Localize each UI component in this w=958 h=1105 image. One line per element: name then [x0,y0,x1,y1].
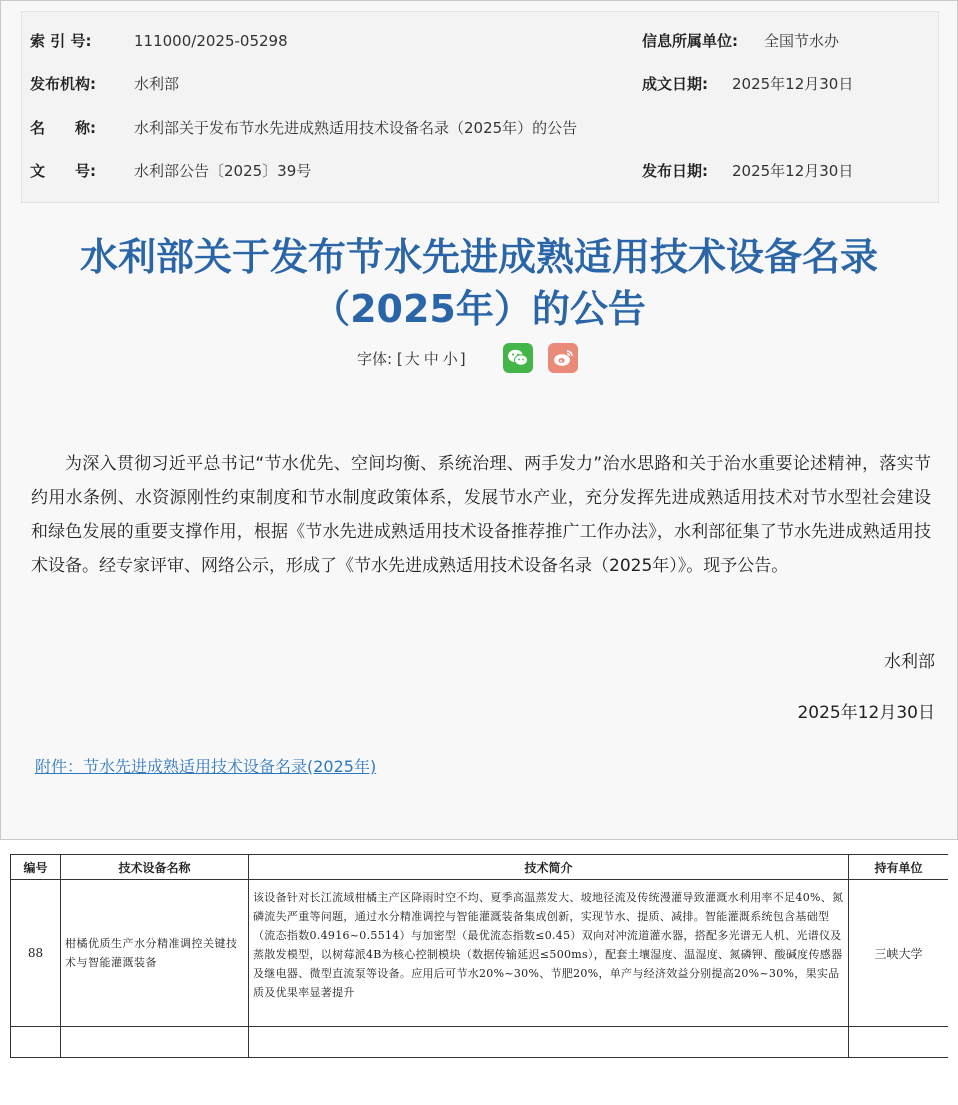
metadata-panel [21,11,939,203]
font-size-control [357,348,466,369]
font-label: 字体: [357,350,393,368]
name-label: 名 称: [30,119,96,137]
signature-date: 2025年12月30日 [797,703,935,723]
meta-row-doc-no [22,157,938,185]
font-size-small-button[interactable]: 小 [442,350,458,368]
bracket-close: ] [459,350,466,368]
header-org: 持有单位 [849,855,949,880]
cell-name: 柑橘优质生产水分精准调控关键技术与智能灌溉装备 [61,880,249,1027]
signature-org: 水利部 [884,652,935,672]
cell-empty [249,1027,849,1058]
title-line-1: 水利部关于发布节水先进成熟适用技术设备名录 [79,235,878,279]
publish-date-label: 发布日期: [642,162,708,180]
weibo-icon [552,348,574,368]
index-label: 索 引 号: [30,32,92,50]
font-size-medium-button[interactable]: 中 [423,350,439,368]
cell-org: 三峡大学 [849,880,949,1027]
index-value: 111000/2025-05298 [134,32,288,50]
catalog-table [10,854,948,1105]
wechat-icon [507,348,529,368]
cell-no: 88 [11,880,61,1027]
table-row-partial [11,1027,949,1058]
publisher-label: 发布机构: [30,75,96,93]
name-value: 水利部关于发布节水先进成熟适用技术设备名录（2025年）的公告 [134,119,578,137]
cell-desc: 该设备针对长江流域柑橘主产区降雨时空不均、夏季高温蒸发大、坡地径流及传统漫灌导致灌溉水利用率不足40%、氮磷流失严重等问题，通过水分精准调控与智能灌溉装备集成创新，实现节水、提质、减排。智能灌溉系统包含基础型（流态指数0.4916~0.5514）与加密型（最优流态指数≤0.45）双向对冲流道灌水器，搭配多光谱无人机、光谱仪及蒸散发模型，以树莓派4B为核心控制模块（数据传输延迟≤500ms），配套土壤湿度、温湿度、氮磷钾、酸碱度传感器及继电器、微型直流泵等设备。应用后可节水20%~30%、节肥20%，单产与经济效益分别提高20%~30%，果实品质及优果率显著提升 [249,880,849,1027]
info-unit-label: 信息所属单位: [642,32,738,50]
bracket-open: [ [396,350,403,368]
info-unit-value: 全国节水办 [764,32,840,50]
font-size-large-button[interactable]: 大 [404,350,420,368]
title-line-2: （2025年）的公告 [312,287,646,331]
cell-empty [849,1027,949,1058]
header-no: 编号 [11,855,61,880]
publish-date-value: 2025年12月30日 [732,162,854,180]
header-desc: 技术简介 [249,855,849,880]
page-title [21,231,937,335]
announcement-body: 为深入贯彻习近平总书记“节水优先、空间均衡、系统治理、两手发力”治水思路和关于治水重要论述精神，落实节约用水条例、水资源刚性约束制度和节水制度政策体系，发展节水产业，充分发挥先进成熟适用技术对节水型社会建设和绿色发展的重要支撑作用，根据《节水先进成熟适用技术设备推荐推广工作办法》，水利部征集了节水先进成熟适用技术设备。经专家评审、网络公示，形成了《节水先进成熟适用技术设备名录（2025年）》。现予公告。 [31,454,931,576]
cell-empty [11,1027,61,1058]
table-row [11,880,949,1027]
meta-row-publisher [22,70,938,98]
attachment-link[interactable]: 附件：节水先进成熟适用技术设备名录(2025年) [35,757,377,776]
formed-date-label: 成文日期: [642,75,708,93]
header-name: 技术设备名称 [61,855,249,880]
doc-no-label: 文 号: [30,162,96,180]
font-size-toolbar [1,343,958,375]
cell-empty [61,1027,249,1058]
meta-row-index [22,27,938,55]
wechat-share-button[interactable] [503,343,533,373]
doc-no-value: 水利部公告〔2025〕39号 [134,162,312,180]
publisher-value: 水利部 [134,75,180,93]
meta-row-name [22,114,938,142]
weibo-share-button[interactable] [548,343,578,373]
table-header-row [11,855,949,880]
formed-date-value: 2025年12月30日 [732,75,854,93]
